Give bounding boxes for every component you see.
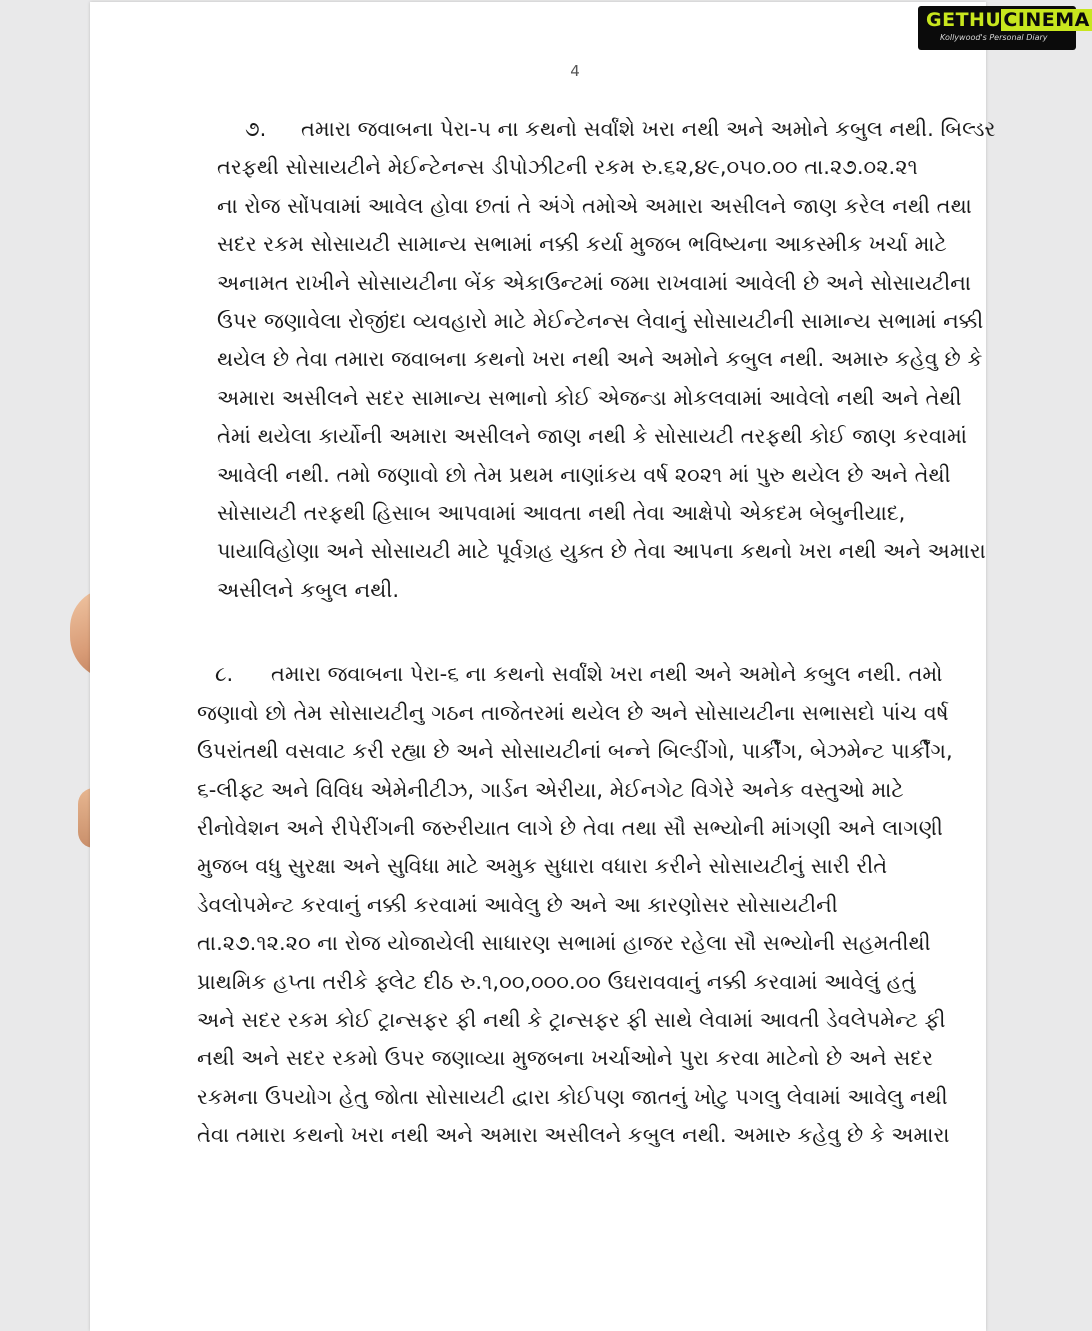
logo-wordmark — [926, 9, 1092, 31]
paragraph-8 — [137, 655, 953, 1154]
paragraph-7 — [137, 110, 996, 609]
paragraph-line: થયેલ છે તેવા તમારા જવાબના કથનો ખરા નથી અને અમોને કબુલ નથી. અમારુ કહેવુ છે કે — [217, 347, 983, 372]
paragraph-line-text: તમારા જવાબના પેરા-૬ ના કથનો સર્વાંશે ખરા નથી અને અમોને કબુલ નથી. તમો — [271, 662, 943, 687]
logo-text-b: CINEMA — [1003, 9, 1090, 31]
paragraph-line: પાયાવિહોણા અને સોસાયટી માટે પૂર્વગ્રહ યુક્ત છે તેવા આપના કથનો ખરા નથી અને અમારા — [217, 539, 986, 564]
logo-text-a: GETHU — [926, 9, 1002, 31]
paragraph-number: ૮. — [215, 662, 234, 687]
watermark-logo — [918, 6, 1090, 50]
paragraph-line — [137, 110, 996, 148]
paragraph-line: સદર રકમ સોસાયટી સામાન્ય સભામાં નક્કી કર્યા મુજબ ભવિષ્યના આકસ્મીક ખર્ચા માટે — [217, 232, 947, 257]
paragraph-line: અમારા અસીલને સદર સામાન્ય સભાનો કોઈ એજન્ડા મોકલવામાં આવેલો નથી અને તેથી — [217, 385, 962, 410]
document-body — [137, 110, 996, 1155]
paragraph-line: ઉપરાંતથી વસવાટ કરી રહ્યા છે અને સોસાયટીનાં બન્ને બિલ્ડીંગો, પાર્કીંગ, બેઝમેન્ટ પાર્કીંગ, — [197, 739, 953, 764]
paragraph-line: ડેવલોપમેન્ટ કરવાનું નક્કી કરવામાં આવેલુ છે અને આ કારણોસર સોસાયટીની — [197, 892, 838, 917]
paragraph-line: ના રોજ સોંપવામાં આવેલ હોવા છતાં તે અંગે તમોએ અમારા અસીલને જાણ કરેલ નથી તથા — [217, 193, 972, 218]
paragraph-line: તેવા તમારા કથનો ખરા નથી અને અમારા અસીલને કબુલ નથી. અમારુ કહેવુ છે કે અમારા — [197, 1123, 950, 1148]
paragraph-line: જણાવો છો તેમ સોસાયટીનુ ગઠન તાજેતરમાં થયેલ છે અને સોસાયટીના સભાસદો પાંચ વર્ષ — [197, 700, 949, 725]
paragraph-line: પ્રાથમિક હપ્તા તરીકે ફ્લેટ દીઠ રુ.૧,૦૦,૦૦૦.૦૦ ઉઘરાવવાનું નક્કી કરવામાં આવેલું હતું — [197, 969, 916, 994]
page-number: 4 — [570, 62, 580, 80]
paragraph-line: આવેલી નથી. તમો જણાવો છો તેમ પ્રથમ નાણાંકય વર્ષ ૨૦૨૧ માં પુરુ થયેલ છે અને તેથી — [217, 462, 951, 487]
paragraph-number: ૭. — [245, 117, 267, 141]
paragraph-line: સોસાયટી તરફથી હિસાબ આપવામાં આવતા નથી તેવા આક્ષેપો એકદમ બેબુનીયાદ, — [217, 501, 906, 526]
paragraph-line: ઉપર જણાવેલા રોજીંદા વ્યવહારો માટે મેઈન્ટેનન્સ લેવાનું સોસાયટીની સામાન્ય સભામાં નક્કી — [217, 309, 984, 334]
paragraph-line: નથી અને સદર રકમો ઉપર જણાવ્યા મુજબના ખર્ચાઓને પુરા કરવા માટેનો છે અને સદર — [197, 1046, 933, 1071]
paragraph-line: ૬-લીફ્ટ અને વિવિધ એમેનીટીઝ, ગાર્ડન એરીયા, મેઈનગેટ વિગેરે અનેક વસ્તુઓ માટે — [197, 777, 904, 802]
paragraph-line: તરફથી સોસાયટીને મેઈન્ટેનન્સ ડીપોઝીટની રકમ રુ.૬૨,૪૯,૦૫૦.૦૦ તા.૨૭.૦૨.૨૧ — [217, 155, 918, 180]
paragraph-line — [137, 655, 943, 693]
paragraph-line: અનામત રાખીને સોસાયટીના બેંક એકાઉન્ટમાં જમા રાખવામાં આવેલી છે અને સોસાયટીના — [217, 270, 972, 295]
paragraph-line-text: તમારા જવાબના પેરા-૫ ના કથનો સર્વાંશે ખરા નથી અને અમોને કબુલ નથી. બિલ્ડર — [301, 117, 996, 141]
paragraph-line: મુજબ વધુ સુરક્ષા અને સુવિધા માટે અમુક સુધારા વધારા કરીને સોસાયટીનું સારી રીતે — [197, 854, 888, 879]
paragraph-line: અને સદર રકમ કોઈ ટ્રાન્સફર ફી નથી કે ટ્રાન્સફર ફી સાથે લેવામાં આવતી ડેવલેપમેન્ટ ફી — [197, 1007, 946, 1032]
paragraph-line: તા.૨૭.૧૨.૨૦ ના રોજ યોજાયેલી સાધારણ સભામાં હાજર રહેલા સૌ સભ્યોની સહમતીથી — [197, 931, 931, 956]
logo-tagline: Kollywood's Personal Diary — [940, 33, 1048, 42]
paragraph-line: રકમના ઉપયોગ હેતુ જોતા સોસાયટી દ્વારા કોઈપણ જાતનું ખોટુ પગલુ લેવામાં આવેલુ નથી — [197, 1084, 948, 1109]
paragraph-line: તેમાં થયેલા કાર્યોની અમારા અસીલને જાણ નથી કે સોસાયટી તરફથી કોઈ જાણ કરવામાં — [217, 424, 968, 449]
paragraph-line: અસીલને કબુલ નથી. — [217, 577, 400, 602]
paragraph-line: રીનોવેશન અને રીપેરીંગની જરુરીયાત લાગે છે તેવા તથા સૌ સભ્યોની માંગણી અને લાગણી — [197, 815, 943, 840]
